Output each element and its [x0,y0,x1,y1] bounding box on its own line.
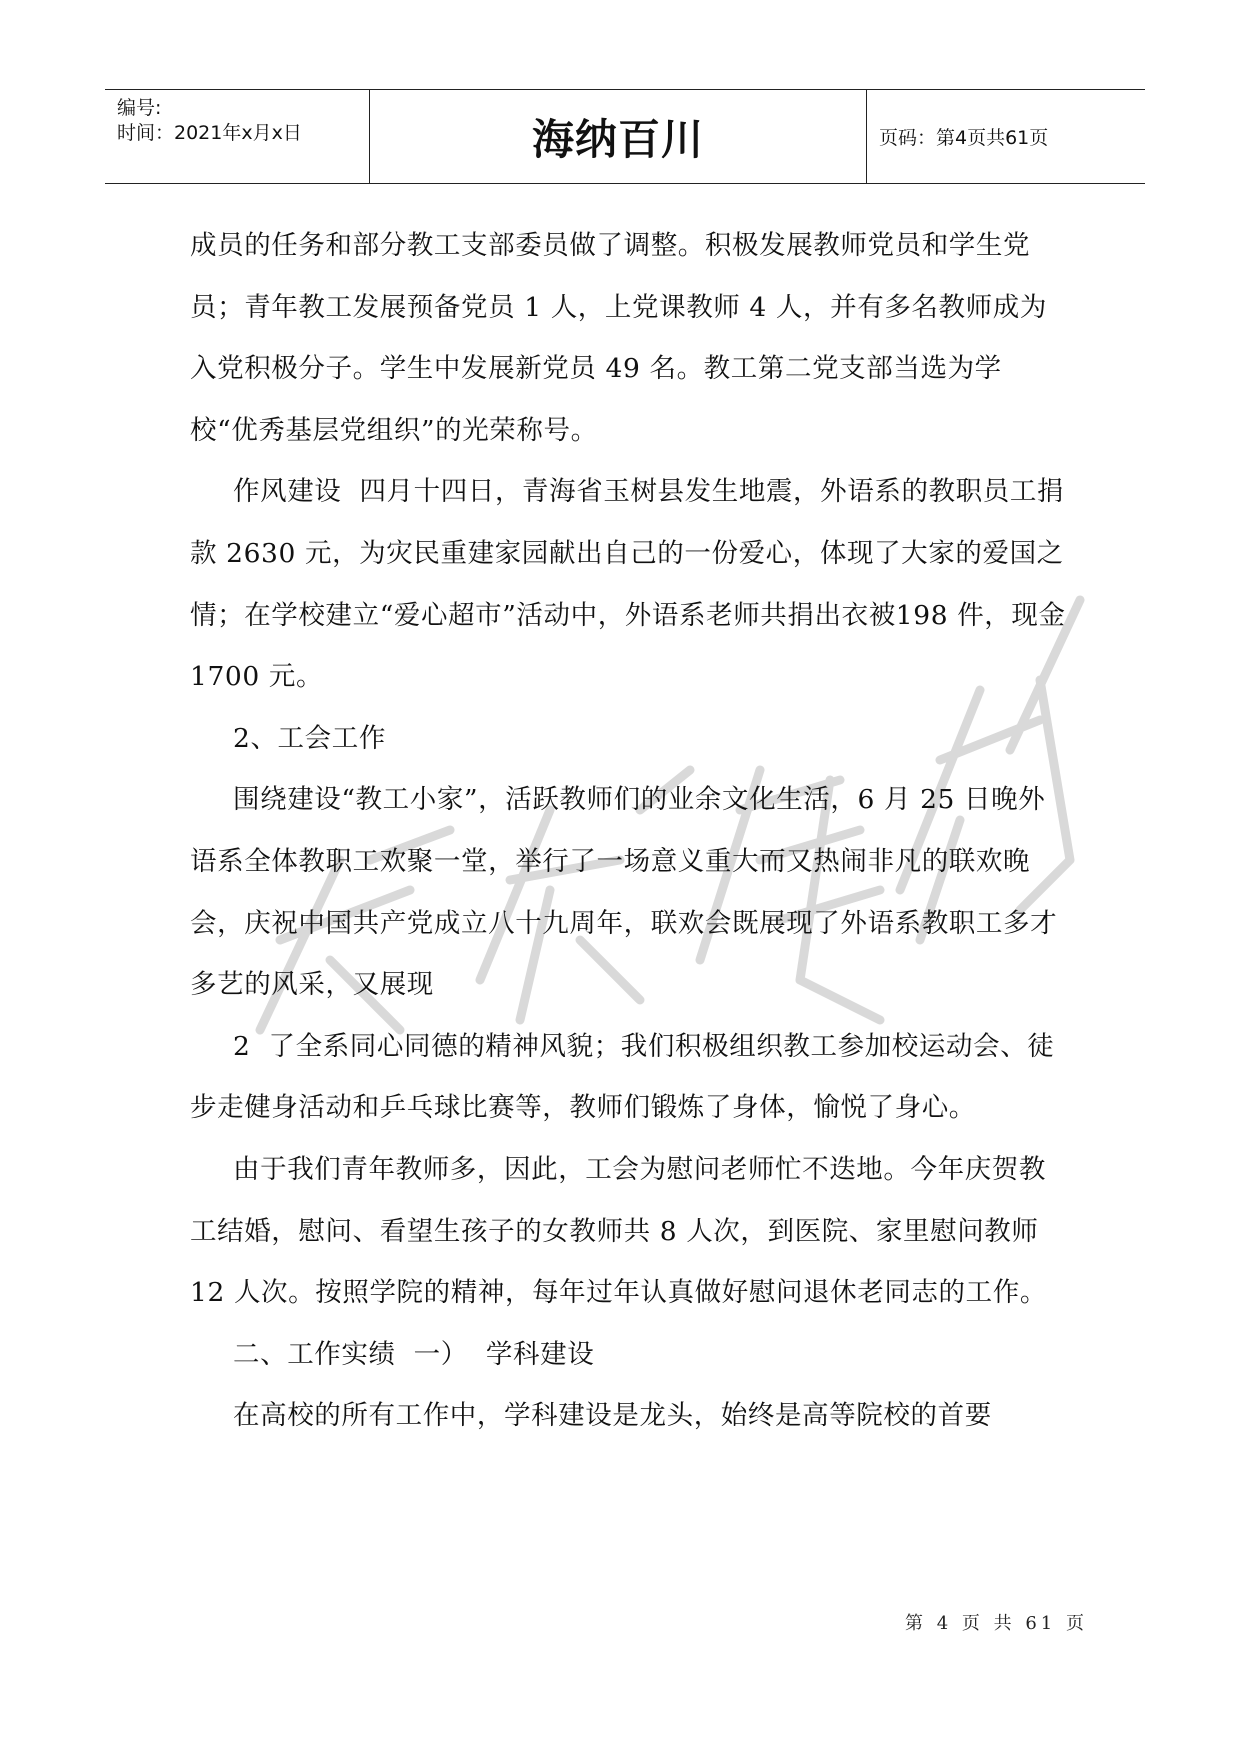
section-heading-union-work: 2、工会工作 [233,722,386,754]
page-code-label: 页码：第4页共61页 [879,127,1049,149]
document-body [190,215,1075,1447]
paragraph-union-party: 围绕建设“教工小家”，活跃教师们的业余文化生活，6 月 25 日晚外语系全体教职工欢聚一堂，举行了一场意义重大而又热闹非凡的联欢晚会，庆祝中国共产党成立八十九周年，联欢会既展现了外语系教职工多才多艺的风采，又展现 [190,784,1058,1001]
header-info-cell [105,90,370,183]
paragraph-party-members: 成员的任务和部分教工支部委员做了调整。积极发展教师党员和学生党员；青年教工发展预备党员 1 人，上党课教师 4 人，并有多名教师成为入党积极分子。学生中发展新党员 49 名。教工第二党支部当选为学校“优秀基层党组织”的光荣称号。 [190,230,1047,446]
section-heading-achievements: 二、工作实绩 一） 学科建设 [233,1338,595,1370]
paragraph-work-style: 作风建设 四月十四日，青海省玉树县发生地震，外语系的教职员工捐款 2630 元，为灾民重建家园献出自己的一份爱心，体现了大家的爱国之情；在学校建立“爱心超市”活动中，外语系老师共捐出衣被198 件，现金 1700 元。 [190,476,1075,693]
page-footer: 第 4 页 共 61 页 [905,1613,1088,1634]
paragraph-union-activities: 2 了全系同心同德的精神风貌；我们积极组织教工参加校运动会、徒步走健身活动和乒乓球比赛等，教师们锻炼了身体，愉悦了身心。 [190,1030,1055,1124]
document-time-label: 时间：2021年x月x日 [117,122,302,144]
paragraph-condolence: 由于我们青年教师多，因此，工会为慰问老师忙不迭地。今年庆贺教工结婚，慰问、看望生孩子的女教师共 8 人次，到医院、家里慰问教师 12 人次。按照学院的精神，每年过年认真做好慰问退休老同志的工作。 [190,1153,1048,1309]
brand-title: 海纳百川 [531,114,704,164]
header-page-cell [867,90,1145,183]
header-brand-cell [370,90,867,183]
header-table [105,89,1145,184]
paragraph-discipline-building: 在高校的所有工作中，学科建设是龙头，始终是高等院校的首要 [233,1400,992,1432]
document-number-label: 编号: [117,97,162,119]
